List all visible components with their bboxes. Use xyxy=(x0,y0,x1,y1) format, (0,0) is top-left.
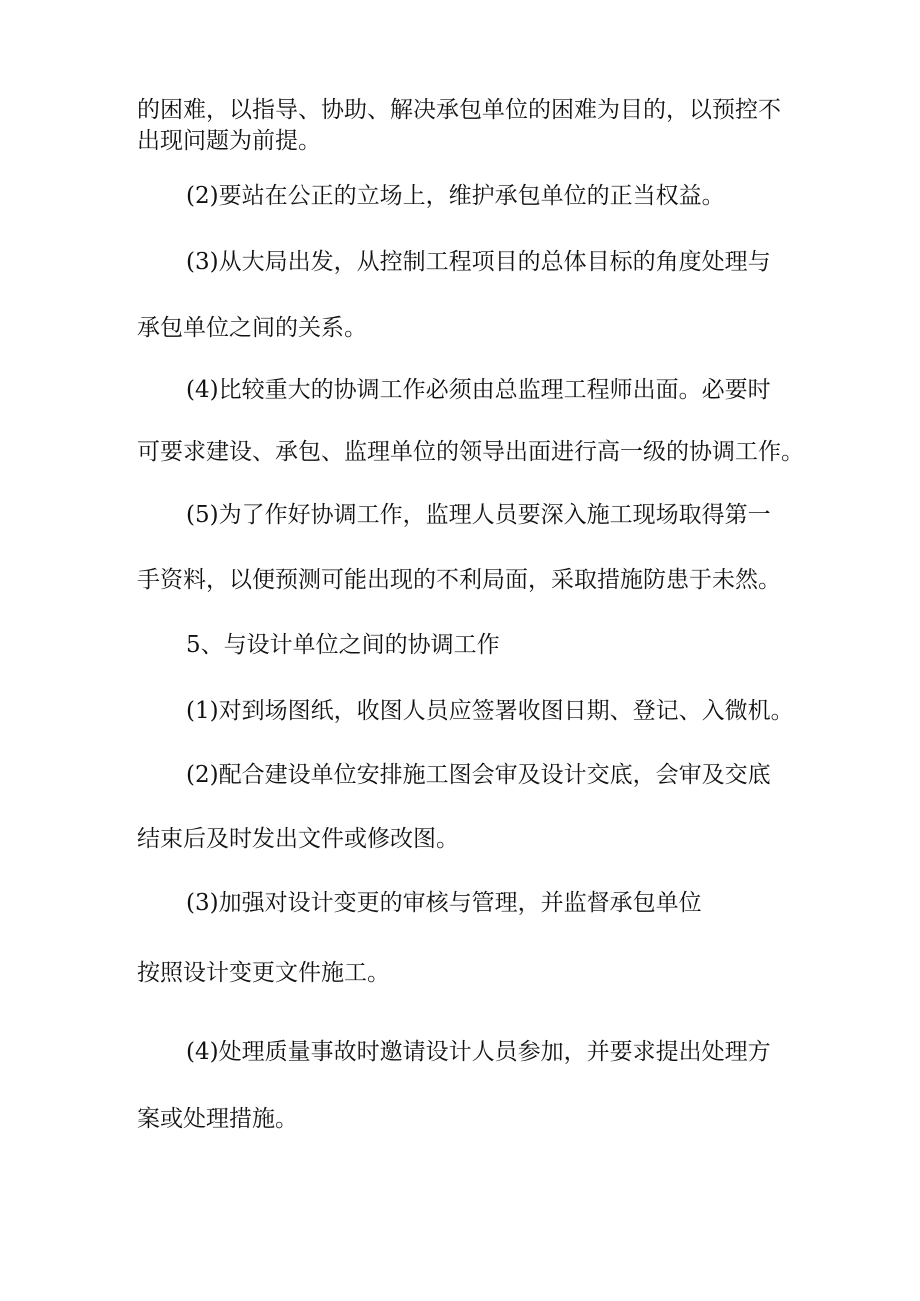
text-line: 按照设计变更文件施工。 xyxy=(137,960,390,986)
text-line: (5)为了作好协调工作，监理人员要深入施工现场取得第一 xyxy=(186,502,771,528)
text-line: (4)处理质量事故时邀请设计人员参加，并要求提出处理方 xyxy=(186,1039,771,1065)
text-line: 手资料，以便预测可能出现的不利局面，采取措施防患于未然。 xyxy=(137,567,781,593)
text-line: (2)要站在公正的立场上，维护承包单位的正当权益。 xyxy=(186,183,725,209)
text-line: (3)加强对设计变更的审核与管理，并监督承包单位 xyxy=(186,890,702,916)
text-line: (2)配合建设单位安排施工图会审及设计交底，会审及交底 xyxy=(186,762,771,788)
text-line: (1)对到场图纸，收图人员应签署收图日期、登记、入微机。 xyxy=(186,698,794,724)
text-line: 可要求建设、承包、监理单位的领导出面进行高一级的协调工作。 xyxy=(137,439,804,465)
section-heading: 5、与设计单位之间的协调工作 xyxy=(186,632,500,658)
text-line: (4)比较重大的协调工作必须由总监理工程师出面。必要时 xyxy=(186,377,771,403)
text-line: 案或处理措施。 xyxy=(137,1106,298,1132)
text-line: (3)从大局出发，从控制工程项目的总体目标的角度处理与 xyxy=(186,249,771,275)
text-line: 出现问题为前提。 xyxy=(137,128,321,154)
text-line: 的困难，以指导、协助、解决承包单位的困难为目的，以预控不 xyxy=(137,97,781,123)
text-line: 结束后及时发出文件或修改图。 xyxy=(137,826,459,852)
text-line: 承包单位之间的关系。 xyxy=(137,315,367,341)
